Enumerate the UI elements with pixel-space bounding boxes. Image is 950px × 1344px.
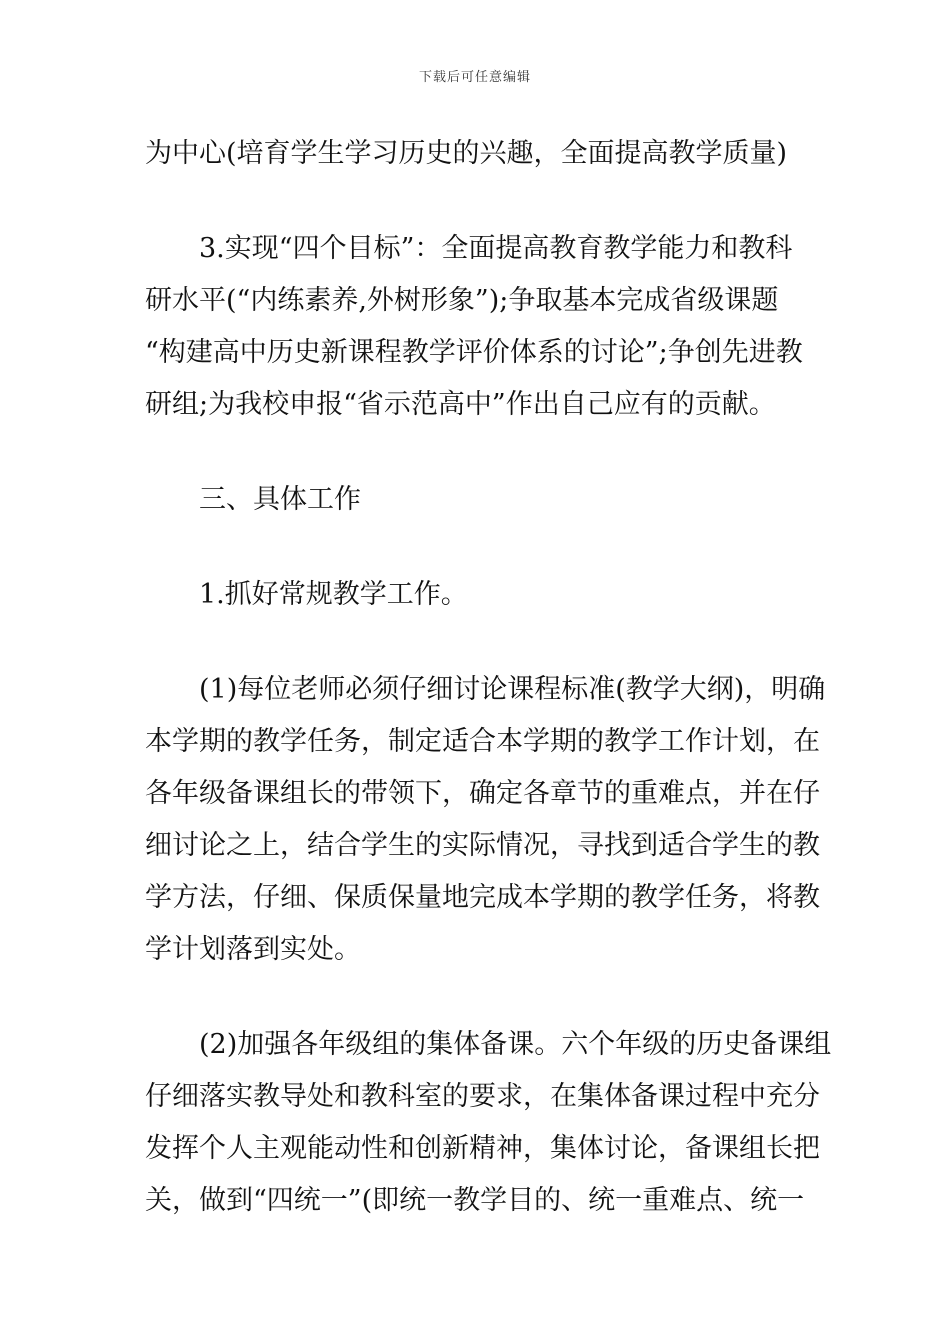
document-body (145, 128, 832, 1227)
text-line: (2)加强各年级组的集体备课。六个年级的历史备课组 (199, 1029, 832, 1060)
text-line: 发挥个人主观能动性和创新精神，集体讨论，备课组长把 (145, 1133, 820, 1164)
page-header: 下载后可任意编辑 (418, 70, 531, 85)
subsection-heading (145, 569, 807, 621)
heading-line: 三、具体工作 (199, 484, 361, 515)
text-line: 本学期的教学任务，制定适合本学期的教学工作计划，在 (145, 726, 820, 757)
paragraph-continuation (145, 128, 807, 180)
text-line: 研组;为我校申报“省示范高中”作出自己应有的贡献。 (145, 389, 776, 420)
text-line: 学计划落到实处。 (145, 934, 361, 965)
text-line: 学方法，仔细、保质保量地完成本学期的教学任务，将教 (145, 882, 820, 913)
text-line: 各年级备课组长的带领下，确定各章节的重难点，并在仔 (145, 778, 820, 809)
text-line: 3.实现“四个目标”：全面提高教育教学能力和教科 (199, 233, 793, 264)
text-line: 细讨论之上，结合学生的实际情况，寻找到适合学生的教 (145, 830, 820, 861)
text-line: 研水平(“内练素养,外树形象”);争取基本完成省级课题 (145, 285, 779, 316)
text-line: 关，做到“四统一”(即统一教学目的、统一重难点、统一 (145, 1185, 805, 1216)
paragraph-goals (145, 223, 807, 431)
text-line: 为中心(培育学生学习历史的兴趣，全面提高教学质量) (145, 138, 788, 169)
paragraph-item-1 (145, 664, 826, 976)
paragraph-item-2 (145, 1019, 832, 1227)
text-line: (1)每位老师必须仔细讨论课程标准(教学大纲)，明确 (199, 674, 826, 705)
text-line: 仔细落实教导处和教科室的要求，在集体备课过程中充分 (145, 1081, 820, 1112)
section-heading (145, 474, 807, 526)
heading-line: 1.抓好常规教学工作。 (199, 579, 468, 610)
text-line: “构建高中历史新课程教学评价体系的讨论”;争创先进教 (145, 337, 803, 368)
